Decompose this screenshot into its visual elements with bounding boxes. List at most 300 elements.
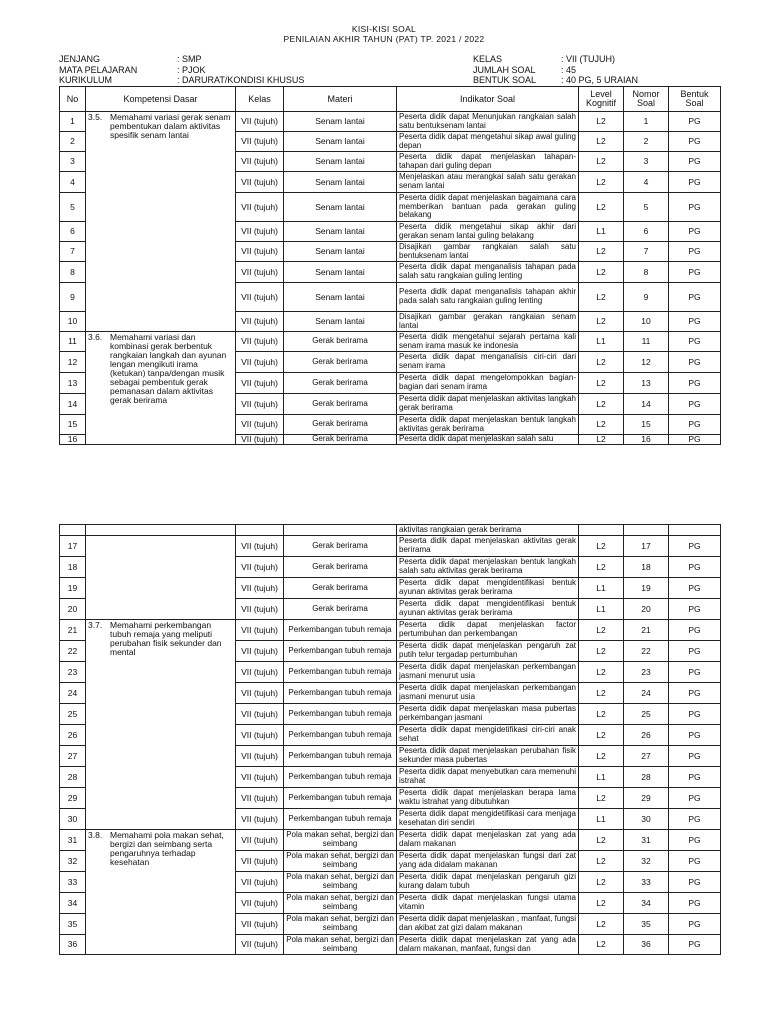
cell-indikator: Peserta didik dapat menjelaskan masa pubertas perkembangan jasmani	[397, 704, 579, 725]
cell-kelas: VII (tujuh)	[236, 242, 284, 262]
cell-materi: Gerak berirama	[284, 435, 397, 445]
cell-nomor: 16	[624, 435, 669, 445]
cell-materi: Perkembangan tubuh remaja	[284, 746, 397, 767]
cell-materi: Gerak berirama	[284, 536, 397, 557]
cell-kelas: VII (tujuh)	[236, 851, 284, 872]
cell-no: 24	[60, 683, 86, 704]
cell-level: L2	[579, 872, 624, 893]
cell-indikator: Peserta didik dapat mengidetifikasi ciri-ciri anak sehat	[397, 725, 579, 746]
cell-level: L2	[579, 893, 624, 914]
cell-bentuk: PG	[669, 132, 721, 152]
cell-bentuk: PG	[669, 683, 721, 704]
cell-no: 19	[60, 578, 86, 599]
cell-nomor: 13	[624, 373, 669, 394]
meta-value: : DARURAT/KONDISI KHUSUS	[177, 75, 305, 85]
meta-label: JUMLAH SOAL	[473, 64, 536, 75]
meta-label: MATA PELAJARAN	[59, 64, 138, 75]
cell-no: 13	[60, 373, 86, 394]
cell-level: L2	[579, 132, 624, 152]
table-row	[60, 536, 721, 557]
cell-kd	[86, 830, 236, 955]
cell-level: L2	[579, 830, 624, 851]
cell-bentuk: PG	[669, 830, 721, 851]
cell-nomor: 33	[624, 872, 669, 893]
cell-bentuk: PG	[669, 641, 721, 662]
cell-no: 29	[60, 788, 86, 809]
cell-level: L1	[579, 578, 624, 599]
cell-bentuk: PG	[669, 262, 721, 283]
cell-level: L2	[579, 704, 624, 725]
cell-nomor: 31	[624, 830, 669, 851]
cell-no: 6	[60, 222, 86, 242]
cell-indikator: Peserta didik dapat menganalisis ciri-ciri dari senam irama	[397, 352, 579, 373]
col-header-indikator: Indikator Soal	[397, 87, 579, 112]
cell-level: L2	[579, 935, 624, 955]
cell-indikator: Peserta didik mengetahui sejarah pertama kali senam irama masuk ke indonesia	[397, 332, 579, 352]
cell-kelas: VII (tujuh)	[236, 641, 284, 662]
cell-bentuk: PG	[669, 152, 721, 172]
kd-text: Memahami perkembangan tubuh remaja yang meliputi perubahan fisik sekunder dan mental	[110, 620, 222, 657]
cell-level: L2	[579, 415, 624, 435]
cell-materi: Perkembangan tubuh remaja	[284, 641, 397, 662]
cell-level: L2	[579, 725, 624, 746]
cell-kelas: VII (tujuh)	[236, 725, 284, 746]
cell-kd	[86, 525, 236, 536]
cell-indikator: Peserta didik dapat menjelaskan factor pertumbuhan dan perkembangan	[397, 620, 579, 641]
cell-no: 32	[60, 851, 86, 872]
table-row	[60, 332, 721, 352]
cell-indikator: Peserta didik mengetahui sikap akhir dari gerakan senam lantai guling belakang	[397, 222, 579, 242]
cell-no: 9	[60, 283, 86, 312]
cell-kelas: VII (tujuh)	[236, 788, 284, 809]
cell-indikator: Peserta didik dapat menjelaskan bagaimana cara memberikan bantuan pada gerakan guling belakang	[397, 193, 579, 222]
cell-nomor: 4	[624, 172, 669, 193]
cell-bentuk: PG	[669, 193, 721, 222]
cell-nomor: 36	[624, 935, 669, 955]
cell-bentuk: PG	[669, 935, 721, 955]
cell-nomor: 20	[624, 599, 669, 620]
cell-indikator: Peserta didik dapat menjelaskan tahapan-tahapan dari guling depan	[397, 152, 579, 172]
cell-materi: Senam lantai	[284, 112, 397, 132]
cell-bentuk: PG	[669, 746, 721, 767]
meta-row	[473, 75, 638, 86]
cell-no: 36	[60, 935, 86, 955]
cell-nomor: 12	[624, 352, 669, 373]
cell-level: L2	[579, 746, 624, 767]
meta-value: : 45	[561, 64, 577, 75]
cell-bentuk: PG	[669, 394, 721, 415]
cell-kelas: VII (tujuh)	[236, 536, 284, 557]
cell-bentuk: PG	[669, 557, 721, 578]
cell-nomor: 8	[624, 262, 669, 283]
cell-level: L2	[579, 262, 624, 283]
cell-level: L2	[579, 112, 624, 132]
meta-row	[59, 54, 304, 65]
cell-bentuk: PG	[669, 809, 721, 830]
cell-kd	[86, 332, 236, 445]
cell-kelas: VII (tujuh)	[236, 683, 284, 704]
cell-bentuk: PG	[669, 332, 721, 352]
cell-indikator: Disajikan gambar rangkaian salah satu bentuksenam lantai	[397, 242, 579, 262]
cell-kelas: VII (tujuh)	[236, 935, 284, 955]
kd-number: 3.8.	[88, 830, 103, 840]
cell-level: L2	[579, 620, 624, 641]
cell-indikator: Peserta didik dapat menjelaskan , manfaat, fungsi dan akibat zat gizi dalam makanan	[397, 914, 579, 935]
cell-nomor: 34	[624, 893, 669, 914]
cell-no: 25	[60, 704, 86, 725]
cell-bentuk: PG	[669, 578, 721, 599]
cell-indikator: Peserta didik dapat Menunjukan rangkaian salah satu bentuksenam lantai	[397, 112, 579, 132]
cell-bentuk: PG	[669, 242, 721, 262]
cell-materi: Perkembangan tubuh remaja	[284, 620, 397, 641]
kd-number: 3.7.	[88, 620, 103, 630]
cell-materi: Senam lantai	[284, 242, 397, 262]
meta-row	[59, 65, 304, 76]
cell-nomor: 2	[624, 132, 669, 152]
cell-no: 1	[60, 112, 86, 132]
cell-kelas: VII (tujuh)	[236, 704, 284, 725]
cell-no: 18	[60, 557, 86, 578]
cell-indikator: Peserta didik dapat menjelaskan aktivitas langkah gerak berirama	[397, 394, 579, 415]
cell-nomor: 1	[624, 112, 669, 132]
cell-materi: Gerak berirama	[284, 557, 397, 578]
cell-nomor: 26	[624, 725, 669, 746]
cell-no: 21	[60, 620, 86, 641]
kd-text: Memahami pola makan sehat, bergizi dan seimbang serta pengaruhnya terhadap kesehatan	[110, 830, 224, 867]
cell-nomor: 15	[624, 415, 669, 435]
cell-materi: Perkembangan tubuh remaja	[284, 683, 397, 704]
cell-materi: Pola makan sehat, bergizi dan seimbang	[284, 914, 397, 935]
cell-no: 23	[60, 662, 86, 683]
cell-indikator: Peserta didik dapat menjelaskan bentuk langkah salah satu aktivitas gerak berirama	[397, 557, 579, 578]
table-row	[60, 830, 721, 851]
cell-materi: Gerak berirama	[284, 578, 397, 599]
cell-kd-empty	[86, 536, 236, 620]
cell-no: 26	[60, 725, 86, 746]
cell-indikator: Peserta didik dapat menjelaskan fungsi utama vitamin	[397, 893, 579, 914]
kd-number: 3.6.	[88, 332, 103, 342]
cell-materi: Pola makan sehat, bergizi dan seimbang	[284, 830, 397, 851]
cell-materi: Gerak berirama	[284, 415, 397, 435]
cell-no: 4	[60, 172, 86, 193]
meta-row	[473, 54, 638, 65]
meta-label: JENJANG	[59, 54, 101, 64]
cell-bentuk: PG	[669, 620, 721, 641]
cell-bentuk: PG	[669, 767, 721, 788]
cell-kelas: VII (tujuh)	[236, 262, 284, 283]
cell-level: L2	[579, 312, 624, 332]
cell-materi: Perkembangan tubuh remaja	[284, 725, 397, 746]
cell-level: L2	[579, 193, 624, 222]
cell-indikator: Peserta didik dapat menjelaskan zat yang ada dalam makanan	[397, 830, 579, 851]
cell-kelas: VII (tujuh)	[236, 332, 284, 352]
col-header-nomor: Nomor Soal	[624, 87, 669, 112]
cell-bentuk: PG	[669, 435, 721, 445]
cell-no: 5	[60, 193, 86, 222]
cell-nomor: 17	[624, 536, 669, 557]
cell-no: 15	[60, 415, 86, 435]
cell-no: 33	[60, 872, 86, 893]
cell-bentuk: PG	[669, 352, 721, 373]
cell-level: L1	[579, 332, 624, 352]
cell-no: 27	[60, 746, 86, 767]
cell-kelas: VII (tujuh)	[236, 394, 284, 415]
cell-nomor: 22	[624, 641, 669, 662]
cell-bentuk: PG	[669, 112, 721, 132]
cell-kelas: VII (tujuh)	[236, 373, 284, 394]
cell-no: 20	[60, 599, 86, 620]
col-header-bentuk: Bentuk Soal	[669, 87, 721, 112]
cell-no: 8	[60, 262, 86, 283]
doc-subtitle: PENILAIAN AKHIR TAHUN (PAT) TP. 2021 / 2022	[283, 34, 485, 44]
cell-kd	[86, 112, 236, 332]
cell-nomor: 3	[624, 152, 669, 172]
cell-bentuk: PG	[669, 872, 721, 893]
cell-indikator: Peserta didik dapat menjelaskan perubahan fisik sekunder masa pubertas	[397, 746, 579, 767]
cell-indikator: Peserta didik dapat menjelaskan zat yang ada dalam makanan, manfaat, fungsi dan	[397, 935, 579, 955]
cell-level: L2	[579, 683, 624, 704]
cell-kelas: VII (tujuh)	[236, 312, 284, 332]
cell-bentuk: PG	[669, 599, 721, 620]
cell-indikator: Peserta didik dapat menjelaskan bentuk langkah aktivitas gerak berirama	[397, 415, 579, 435]
cell-level: L2	[579, 557, 624, 578]
cell-level: L2	[579, 435, 624, 445]
cell-materi	[284, 525, 397, 536]
meta-row	[473, 65, 638, 76]
cell-materi: Senam lantai	[284, 193, 397, 222]
cell-materi: Senam lantai	[284, 262, 397, 283]
cell-bentuk: PG	[669, 725, 721, 746]
cell-kelas: VII (tujuh)	[236, 132, 284, 152]
kd-text: Memahami variasi gerak senam pembentukan dalam aktivitas spesifik senam lantai	[110, 112, 231, 140]
meta-left	[59, 54, 304, 86]
cell-bentuk: PG	[669, 312, 721, 332]
cell-no: 28	[60, 767, 86, 788]
cell-no	[60, 525, 86, 536]
cell-nomor: 29	[624, 788, 669, 809]
cell-level: L2	[579, 914, 624, 935]
cell-no: 31	[60, 830, 86, 851]
cell-indikator: Peserta didik dapat mengetahui sikap awal guling depan	[397, 132, 579, 152]
cell-indikator: Peserta didik dapat menjelaskan pengaruh gizi kurang dalam tubuh	[397, 872, 579, 893]
table-header-row	[60, 87, 721, 112]
cell-kelas: VII (tujuh)	[236, 415, 284, 435]
cell-materi: Gerak berirama	[284, 599, 397, 620]
cell-nomor: 6	[624, 222, 669, 242]
kisi-table-page-1	[59, 86, 721, 445]
cell-nomor: 24	[624, 683, 669, 704]
cell-bentuk: PG	[669, 788, 721, 809]
meta-value: : PJOK	[177, 64, 206, 75]
cell-indikator: Peserta didik dapat menjelaskan perkembangan jasmani menurut usia	[397, 662, 579, 683]
cell-nomor: 32	[624, 851, 669, 872]
meta-label: KELAS	[473, 54, 503, 64]
cell-indikator: Peserta didik dapat mengidentifikasi bentuk ayunan aktivitas gerak berirama	[397, 599, 579, 620]
cell-materi: Pola makan sehat, bergizi dan seimbang	[284, 935, 397, 955]
cell-kelas: VII (tujuh)	[236, 578, 284, 599]
cell-level: L2	[579, 152, 624, 172]
col-header-materi: Materi	[284, 87, 397, 112]
cell-materi: Perkembangan tubuh remaja	[284, 788, 397, 809]
kd-number: 3.5.	[88, 112, 103, 122]
cell-bentuk: PG	[669, 172, 721, 193]
cell-level: L1	[579, 767, 624, 788]
cell-level: L2	[579, 373, 624, 394]
cell-kelas: VII (tujuh)	[236, 662, 284, 683]
cell-level: L2	[579, 242, 624, 262]
cell-kelas: VII (tujuh)	[236, 872, 284, 893]
cell-level: L2	[579, 662, 624, 683]
cell-kelas: VII (tujuh)	[236, 893, 284, 914]
cell-nomor: 5	[624, 193, 669, 222]
cell-bentuk: PG	[669, 283, 721, 312]
cell-bentuk: PG	[669, 893, 721, 914]
cell-kelas: VII (tujuh)	[236, 112, 284, 132]
cell-nomor: 25	[624, 704, 669, 725]
cell-nomor: 9	[624, 283, 669, 312]
kd-text: Memahami variasi dan kombinasi gerak berbentuk rangkaian langkah dan ayunan lengan mengikuti irama (ketukan) tanpa/dengan musik sebagai pembentuk gerak pemanasan dalam aktivitas gerak berirama	[110, 332, 227, 405]
cell-indikator: Peserta didik dapat menjelaskan pengaruh zat putih telur tergadap pertumbuhan	[397, 641, 579, 662]
cell-indikator: Peserta didik dapat menjelaskan perkembangan jasmani menurut usia	[397, 683, 579, 704]
cell-bentuk: PG	[669, 851, 721, 872]
table-row	[60, 620, 721, 641]
table-row-continued	[60, 525, 721, 536]
cell-indikator: Peserta didik dapat menganalisis tahapan pada salah satu rangkaian guling lenting	[397, 262, 579, 283]
cell-kelas: VII (tujuh)	[236, 830, 284, 851]
cell-indikator: Peserta didik dapat mengidentifikasi bentuk ayunan aktivitas gerak berirama	[397, 578, 579, 599]
col-header-kelas: Kelas	[236, 87, 284, 112]
cell-nomor: 35	[624, 914, 669, 935]
cell-bentuk: PG	[669, 222, 721, 242]
cell-indikator: Disajikan gambar gerakan rangkaian senam lantai	[397, 312, 579, 332]
cell-materi: Gerak berirama	[284, 373, 397, 394]
meta-right	[473, 54, 638, 86]
cell-no: 22	[60, 641, 86, 662]
table-row	[60, 112, 721, 132]
cell-bentuk: PG	[669, 914, 721, 935]
cell-kd	[86, 620, 236, 830]
cell-bentuk: PG	[669, 373, 721, 394]
doc-title: KISI-KISI SOAL	[351, 24, 417, 34]
cell-no: 30	[60, 809, 86, 830]
cell-materi: Pola makan sehat, bergizi dan seimbang	[284, 872, 397, 893]
cell-level: L2	[579, 352, 624, 373]
cell-indikator: Peserta didik dapat menganalisis tahapan akhir pada salah satu rangkaian guling lenting	[397, 283, 579, 312]
cell-kelas: VII (tujuh)	[236, 746, 284, 767]
cell-nomor: 30	[624, 809, 669, 830]
cell-indikator: Peserta didik dapat menjelaskan fungsi dari zat yang ada didalam makanan	[397, 851, 579, 872]
col-header-no: No	[60, 87, 86, 112]
meta-value: : VII (TUJUH)	[561, 54, 615, 64]
cell-materi: Perkembangan tubuh remaja	[284, 704, 397, 725]
col-header-kd: Kompetensi Dasar	[86, 87, 236, 112]
cell-nomor: 27	[624, 746, 669, 767]
cell-no: 7	[60, 242, 86, 262]
cell-nomor: 28	[624, 767, 669, 788]
cell-indikator: Peserta didik dapat mengidetifikasi cara menjaga kesehatan diri sendiri	[397, 809, 579, 830]
cell-nomor: 14	[624, 394, 669, 415]
cell-no: 35	[60, 914, 86, 935]
cell-bentuk: PG	[669, 662, 721, 683]
cell-kelas: VII (tujuh)	[236, 914, 284, 935]
cell-kelas: VII (tujuh)	[236, 352, 284, 373]
cell-nomor: 23	[624, 662, 669, 683]
cell-materi: Pola makan sehat, bergizi dan seimbang	[284, 893, 397, 914]
cell-kelas: VII (tujuh)	[236, 193, 284, 222]
cell-no: 14	[60, 394, 86, 415]
cell-materi: Senam lantai	[284, 132, 397, 152]
cell-nomor	[624, 525, 669, 536]
col-header-level: Level Kognitif	[579, 87, 624, 112]
cell-indikator: aktivitas rangkaian gerak berirama	[397, 525, 579, 536]
cell-no: 10	[60, 312, 86, 332]
kisi-table-page-2	[59, 524, 721, 955]
cell-nomor: 10	[624, 312, 669, 332]
cell-level: L2	[579, 536, 624, 557]
cell-materi: Perkembangan tubuh remaja	[284, 767, 397, 788]
cell-no: 11	[60, 332, 86, 352]
cell-no: 17	[60, 536, 86, 557]
cell-no: 3	[60, 152, 86, 172]
cell-materi: Pola makan sehat, bergizi dan seimbang	[284, 851, 397, 872]
cell-kelas: VII (tujuh)	[236, 557, 284, 578]
cell-materi: Gerak berirama	[284, 352, 397, 373]
cell-nomor: 21	[624, 620, 669, 641]
cell-bentuk: PG	[669, 536, 721, 557]
cell-bentuk: PG	[669, 704, 721, 725]
cell-bentuk: PG	[669, 415, 721, 435]
cell-kelas: VII (tujuh)	[236, 283, 284, 312]
cell-materi: Senam lantai	[284, 312, 397, 332]
meta-value: : 40 PG, 5 URAIAN	[561, 75, 639, 85]
cell-no: 34	[60, 893, 86, 914]
cell-kelas: VII (tujuh)	[236, 809, 284, 830]
cell-level	[579, 525, 624, 536]
meta-label: BENTUK SOAL	[473, 75, 537, 85]
cell-materi: Senam lantai	[284, 283, 397, 312]
cell-indikator: Peserta didik dapat menjelaskan berapa lama waktu istrahat yang dibutuhkan	[397, 788, 579, 809]
cell-indikator: Peserta didik dapat menyebutkan cara memenuhi istrahat	[397, 767, 579, 788]
cell-materi: Senam lantai	[284, 222, 397, 242]
cell-level: L2	[579, 172, 624, 193]
cell-level: L1	[579, 599, 624, 620]
cell-nomor: 18	[624, 557, 669, 578]
cell-kelas: VII (tujuh)	[236, 172, 284, 193]
cell-indikator: Peserta didik dapat menjelaskan salah satu	[397, 435, 579, 445]
cell-indikator: Peserta didik dapat menjelaskan aktivitas gerak berirama	[397, 536, 579, 557]
cell-indikator: Menjelaskan atau merangkai salah satu gerakan senam lantai	[397, 172, 579, 193]
cell-kelas: VII (tujuh)	[236, 620, 284, 641]
cell-kelas: VII (tujuh)	[236, 152, 284, 172]
cell-level: L2	[579, 788, 624, 809]
cell-nomor: 7	[624, 242, 669, 262]
cell-level: L2	[579, 283, 624, 312]
cell-level: L2	[579, 851, 624, 872]
cell-materi: Gerak berirama	[284, 332, 397, 352]
cell-materi: Senam lantai	[284, 172, 397, 193]
cell-level: L1	[579, 809, 624, 830]
cell-indikator: Peserta didik dapat mengelompokkan bagian-bagian dari senam irama	[397, 373, 579, 394]
cell-materi: Gerak berirama	[284, 394, 397, 415]
cell-level: L1	[579, 222, 624, 242]
cell-level: L2	[579, 394, 624, 415]
cell-kelas	[236, 525, 284, 536]
cell-materi: Perkembangan tubuh remaja	[284, 662, 397, 683]
cell-level: L2	[579, 641, 624, 662]
cell-nomor: 11	[624, 332, 669, 352]
cell-no: 16	[60, 435, 86, 445]
cell-no: 12	[60, 352, 86, 373]
